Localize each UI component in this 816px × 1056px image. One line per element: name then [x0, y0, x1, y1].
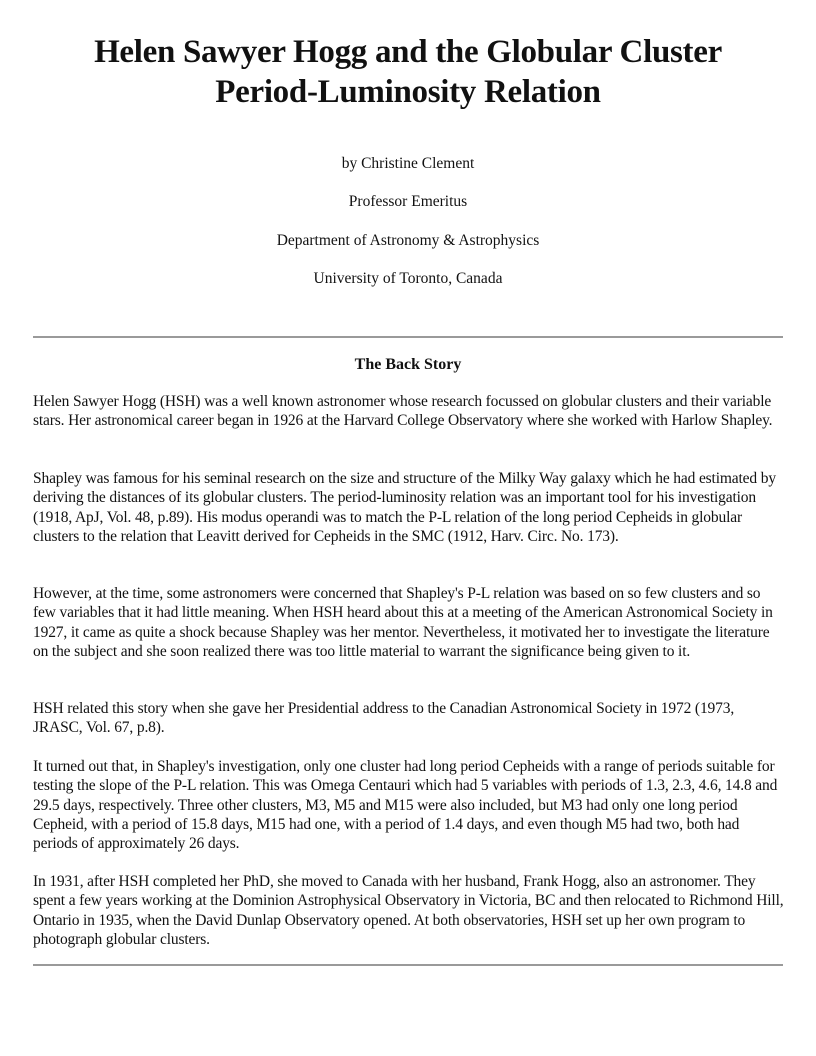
- author-department: Department of Astronomy & Astrophysics: [276, 232, 540, 249]
- author-institution: University of Toronto, Canada: [313, 270, 503, 287]
- page-title: [0, 32, 816, 112]
- paragraph-1: Helen Sawyer Hogg (HSH) was a well known astronomer whose research focussed on globular clusters and their variable stars. Her astronomical career began in 1926 at the Harvard College Observatory where she worked with Harlow Shapley.: [33, 393, 773, 430]
- paragraph-3: However, at the time, some astronomers were concerned that Shapley's P-L relation was based on so few clusters and so few variables that it had little meaning. When HSH heard about this at a meeting of the American Astronomical Society in 1927, it came as quite a shock because Shapley was her mentor. Nevertheless, it motivated her to investigate the literature on the subject and she soon realized there was too little material to warrant the significance being given to it.: [33, 585, 773, 660]
- author-byline: by Christine Clement: [341, 155, 475, 172]
- paragraph-6: In 1931, after HSH completed her PhD, she moved to Canada with her husband, Frank Hogg, also an astronomer. They spent a few years working at the Dominion Astrophysical Observatory in Victoria, BC and then relocated to Richmond Hill, Ontario in 1935, when the David Dunlap Observatory opened. At both observatories, HSH set up her own program to photograph globular clusters.: [33, 873, 784, 948]
- author-position: Professor Emeritus: [348, 193, 468, 210]
- title-line-2: Period-Luminosity Relation: [215, 74, 601, 110]
- paragraph-5: It turned out that, in Shapley's investigation, only one cluster had long period Cepheids with a range of periods suitable for testing the slope of the P-L relation. This was Omega Centauri which had 5 variables with periods of 1.3, 2.3, 4.6, 14.8 and 29.5 days, respectively. Three other clusters, M3, M5 and M15 were also included, but M3 had only one long period Cepheid, with a period of 15.8 days, M15 had one, with a period of 1.4 days, and even though M5 had two, both had periods of approximately 26 days.: [33, 758, 778, 853]
- horizontal-rule-top: [33, 336, 783, 338]
- paragraph-4: HSH related this story when she gave her Presidential address to the Canadian Astronomical Society in 1972 (1973, JRASC, Vol. 67, p.8).: [33, 700, 735, 737]
- paragraph-2: Shapley was famous for his seminal research on the size and structure of the Milky Way galaxy which he had estimated by deriving the distances of its globular clusters. The period-luminosity relation was an important tool for his investigation (1918, ApJ, Vol. 48, p.89). His modus operandi was to match the P-L relation of the long period Cepheids in globular clusters to the relation that Leavitt derived for Cepheids in the SMC (1912, Harv. Circ. No. 173).: [33, 470, 776, 545]
- title-line-1: Helen Sawyer Hogg and the Globular Cluster: [94, 34, 722, 70]
- section-heading: The Back Story: [354, 356, 462, 373]
- horizontal-rule-bottom: [33, 964, 783, 966]
